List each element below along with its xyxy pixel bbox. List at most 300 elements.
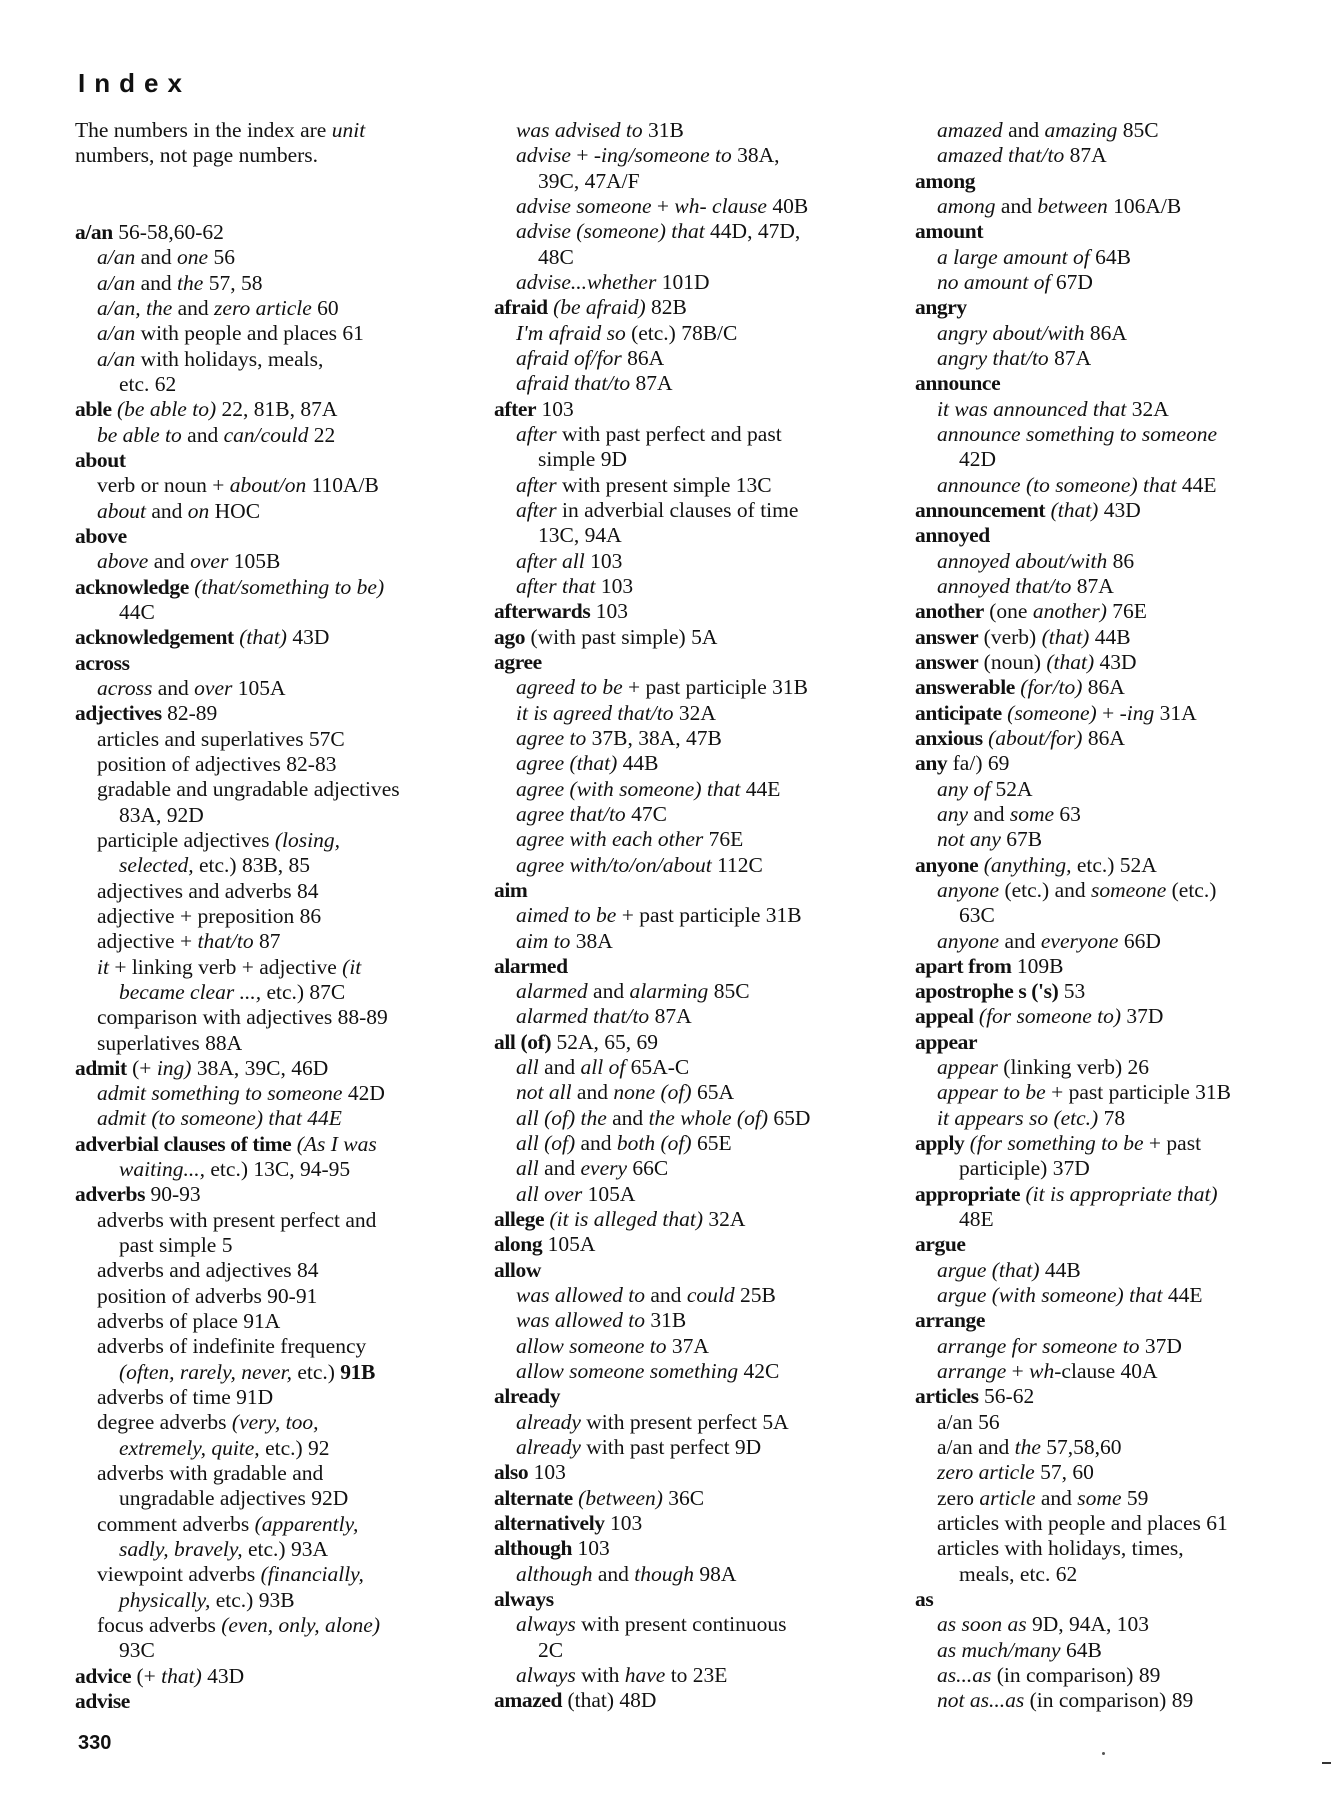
index-entry bbox=[494, 650, 914, 675]
italic-term: (financially, bbox=[260, 1562, 364, 1587]
italic-term: be able to bbox=[97, 422, 182, 447]
italic-term: always bbox=[516, 1612, 576, 1637]
entry-text: (linking verb) 26 bbox=[997, 1055, 1149, 1080]
italic-term: all (of) the bbox=[516, 1105, 607, 1130]
index-entry bbox=[494, 1511, 914, 1536]
edge-mark bbox=[1322, 1762, 1331, 1764]
entry-text: with people and places 61 bbox=[135, 321, 364, 346]
entry-text: 112C bbox=[711, 852, 763, 877]
italic-term: became clear ..., bbox=[119, 979, 262, 1004]
entry-text: 37D bbox=[1139, 1333, 1182, 1358]
index-subentry bbox=[494, 903, 914, 928]
entry-text: 36C bbox=[662, 1485, 705, 1510]
headword: angry bbox=[915, 295, 967, 320]
headword: alarmed bbox=[494, 953, 568, 978]
italic-term: zero article bbox=[214, 295, 312, 320]
index-entry bbox=[494, 954, 914, 979]
index-subentry bbox=[75, 1562, 475, 1587]
index-subentry bbox=[494, 1106, 914, 1131]
italic-term: was advised to bbox=[516, 118, 643, 142]
italic-term: none (of) bbox=[613, 1080, 692, 1105]
index-subentry bbox=[494, 245, 914, 270]
index-subentry bbox=[915, 1106, 1315, 1131]
entry-text: HOC bbox=[209, 498, 261, 523]
italic-term: ing) bbox=[156, 1055, 192, 1080]
entry-text: and bbox=[1035, 1485, 1078, 1510]
entry-text: adjective + preposition 86 bbox=[97, 903, 322, 928]
entry-text: adjective + bbox=[97, 929, 198, 954]
entry-text: 98A bbox=[693, 1561, 737, 1586]
entry-text: and bbox=[172, 295, 215, 320]
index-subentry bbox=[494, 802, 914, 827]
entry-text: + past participle 31B bbox=[1045, 1080, 1231, 1105]
italic-term: about bbox=[97, 498, 146, 523]
entry-text: 48C bbox=[538, 244, 574, 269]
entry-text: and bbox=[145, 498, 188, 523]
italic-term: agree (with someone) that bbox=[516, 776, 741, 801]
italic-term: afraid that/to bbox=[516, 371, 631, 396]
entry-text: and bbox=[538, 1156, 581, 1181]
index-entry bbox=[75, 625, 475, 650]
italic-term: (often, rarely, never, bbox=[119, 1359, 292, 1384]
entry-text: degree adverbs bbox=[97, 1410, 232, 1435]
entry-text: 101D bbox=[656, 269, 710, 294]
headword: apart from bbox=[915, 953, 1012, 978]
entry-text: 2C bbox=[538, 1637, 564, 1662]
index-intro bbox=[75, 118, 435, 169]
index-entry bbox=[494, 1460, 914, 1485]
index-subentry bbox=[915, 194, 1315, 219]
italic-term: was allowed to bbox=[516, 1308, 646, 1333]
index-subentry bbox=[75, 600, 475, 625]
entry-text: 38A, bbox=[731, 143, 780, 168]
italic-term: after bbox=[516, 497, 557, 522]
entry-text: and bbox=[1002, 118, 1045, 142]
entry-text: and bbox=[575, 1131, 617, 1156]
entry-text: 43D bbox=[286, 625, 330, 650]
entry-text: 65A-C bbox=[625, 1055, 690, 1080]
index-entry bbox=[494, 1207, 914, 1232]
entry-text: participle) 37D bbox=[959, 1156, 1090, 1181]
index-subentry bbox=[75, 347, 475, 372]
index-subentry bbox=[915, 1688, 1315, 1713]
entry-text: 9D, 94A, 103 bbox=[1026, 1612, 1150, 1637]
index-subentry bbox=[494, 929, 914, 954]
headword: acknowledge bbox=[75, 574, 189, 599]
italic-term: (very, too, bbox=[231, 1410, 319, 1435]
italic-term: amazed bbox=[937, 118, 1003, 142]
entry-text: etc.) bbox=[291, 1359, 341, 1384]
index-subentry bbox=[494, 1562, 914, 1587]
italic-term: advise (someone) that bbox=[516, 219, 705, 244]
headword: amazed bbox=[494, 1688, 563, 1713]
entry-text: 86A bbox=[1084, 320, 1127, 345]
italic-term: allow someone to bbox=[516, 1333, 667, 1358]
italic-term: a/an bbox=[97, 321, 136, 346]
index-subentry bbox=[494, 219, 914, 244]
index-entry bbox=[494, 1232, 914, 1257]
italic-term: (even, only, alone) bbox=[221, 1613, 380, 1638]
italic-term: all over bbox=[516, 1181, 583, 1206]
entry-text: 39C, 47A/F bbox=[538, 168, 640, 193]
index-entry bbox=[915, 169, 1315, 194]
italic-term: (anything, bbox=[983, 852, 1072, 877]
index-subentry bbox=[75, 1486, 475, 1511]
index-entry bbox=[494, 1258, 914, 1283]
index-subentry bbox=[75, 1360, 475, 1385]
italic-term: all of bbox=[580, 1055, 626, 1080]
entry-text: a/an 56 bbox=[937, 1409, 1000, 1434]
index-subentry bbox=[915, 118, 1315, 143]
italic-term: between bbox=[1037, 193, 1108, 218]
index-subentry bbox=[915, 1283, 1315, 1308]
index-entry bbox=[915, 675, 1315, 700]
index-subentry bbox=[75, 1031, 475, 1056]
entry-text: 32A bbox=[1126, 396, 1169, 421]
italic-term: (for something to be bbox=[969, 1131, 1144, 1156]
italic-term: anyone bbox=[937, 877, 1000, 902]
italic-term: (someone) bbox=[1007, 700, 1097, 725]
headword: after bbox=[494, 396, 537, 421]
italic-term: can/could bbox=[223, 422, 309, 447]
headword: appeal bbox=[915, 1004, 974, 1029]
index-subentry bbox=[494, 777, 914, 802]
intro-text: The numbers in the index are unit numbers, not page numbers. bbox=[75, 118, 366, 168]
entry-text: 76E bbox=[703, 827, 744, 852]
italic-term: although bbox=[516, 1561, 593, 1586]
italic-term: across bbox=[97, 675, 153, 700]
index-entry bbox=[915, 1131, 1315, 1156]
italic-term: it appears so (etc.) bbox=[937, 1105, 1099, 1130]
index-entry bbox=[915, 726, 1315, 751]
italic-term: a/an, the bbox=[97, 295, 173, 320]
italic-term: a/an bbox=[97, 270, 136, 295]
index-entry bbox=[494, 1587, 914, 1612]
italic-term: (it bbox=[342, 954, 362, 979]
index-entry bbox=[915, 701, 1315, 726]
index-subentry bbox=[75, 879, 475, 904]
italic-term: allow someone something bbox=[516, 1359, 739, 1384]
italic-term: afraid of/for bbox=[516, 345, 622, 370]
italic-term: extremely, quite, bbox=[119, 1435, 260, 1460]
entry-text: + past participle 31B bbox=[622, 675, 808, 700]
entry-text: adverbs with gradable and bbox=[97, 1461, 324, 1486]
index-subentry bbox=[915, 1080, 1315, 1105]
headword: 91B bbox=[340, 1359, 375, 1384]
entry-text: and bbox=[606, 1105, 649, 1130]
headword: adverbial clauses of time bbox=[75, 1131, 292, 1156]
index-subentry bbox=[915, 802, 1315, 827]
italic-term: another) bbox=[1032, 599, 1107, 624]
entry-text: 52A, 65, 69 bbox=[551, 1029, 659, 1054]
italic-term: the bbox=[1014, 1435, 1041, 1460]
page-number: 330 bbox=[78, 1732, 112, 1754]
index-subentry bbox=[75, 1284, 475, 1309]
index-subentry bbox=[494, 1308, 914, 1333]
italic-term: already bbox=[516, 1409, 581, 1434]
entry-text: etc.) 93B bbox=[210, 1587, 295, 1612]
index-subentry bbox=[915, 1612, 1315, 1637]
entry-text: 37B, 38A, 47B bbox=[586, 725, 722, 750]
entry-text: 65A bbox=[691, 1080, 734, 1105]
entry-text: etc.) 52A bbox=[1071, 852, 1157, 877]
entry-text: (with past simple) 5A bbox=[525, 624, 718, 649]
entry-text: (verb) bbox=[978, 624, 1042, 649]
index-entry bbox=[915, 1308, 1315, 1333]
index-entry bbox=[915, 599, 1315, 624]
index-subentry bbox=[494, 422, 914, 447]
index-subentry bbox=[494, 751, 914, 776]
index-column-2 bbox=[494, 118, 914, 1714]
entry-text: etc.) 87C bbox=[261, 979, 346, 1004]
headword: alternatively bbox=[494, 1511, 605, 1536]
headword: admit bbox=[75, 1055, 127, 1080]
index-subentry bbox=[75, 1081, 475, 1106]
headword: among bbox=[915, 168, 976, 193]
italic-term: zero article bbox=[937, 1460, 1035, 1485]
entry-text: 31B bbox=[645, 1308, 687, 1333]
index-subentry bbox=[915, 878, 1315, 903]
index-subentry bbox=[494, 574, 914, 599]
entry-text: 87A bbox=[1071, 573, 1114, 598]
entry-text: 93C bbox=[119, 1638, 155, 1663]
italic-term: (for/to) bbox=[1020, 675, 1083, 700]
entry-text: and bbox=[181, 422, 224, 447]
italic-term: both (of) bbox=[616, 1131, 692, 1156]
italic-term: announce (to someone) that bbox=[937, 472, 1177, 497]
index-entry bbox=[494, 1384, 914, 1409]
index-subentry bbox=[915, 549, 1315, 574]
intro-emphasis: unit bbox=[331, 118, 366, 142]
italic-term: agree with/to/on/about bbox=[516, 852, 712, 877]
italic-term: one bbox=[177, 245, 209, 270]
entry-text: adjectives and adverbs 84 bbox=[97, 878, 319, 903]
italic-term: always bbox=[516, 1663, 576, 1688]
index-entry bbox=[915, 295, 1315, 320]
index-subentry bbox=[494, 1435, 914, 1460]
italic-term: not all bbox=[516, 1080, 572, 1105]
headword: allow bbox=[494, 1257, 541, 1282]
entry-text: 87A bbox=[1048, 345, 1092, 370]
entry-text: superlatives 88A bbox=[97, 1030, 243, 1055]
entry-text: and bbox=[592, 1561, 635, 1586]
italic-term: a large amount of bbox=[937, 244, 1090, 269]
entry-text: + linking verb + adjective bbox=[108, 954, 343, 979]
entry-text: with past perfect and past bbox=[556, 421, 782, 446]
entry-text: 103 bbox=[584, 548, 623, 573]
italic-term: any of bbox=[937, 776, 991, 801]
entry-text: 32A bbox=[673, 700, 716, 725]
entry-text: 103 bbox=[595, 573, 634, 598]
index-entry bbox=[494, 397, 914, 422]
entry-text: etc.) 13C, 94-95 bbox=[205, 1157, 351, 1182]
entry-text: 52A bbox=[990, 776, 1033, 801]
index-subentry bbox=[75, 1157, 475, 1182]
italic-term: sadly, bravely, bbox=[119, 1537, 243, 1562]
entry-text: adverbs of indefinite frequency bbox=[97, 1334, 367, 1359]
italic-term: all bbox=[516, 1156, 539, 1181]
entry-text: (that) 48D bbox=[562, 1688, 657, 1713]
index-entry bbox=[75, 651, 475, 676]
index-subentry bbox=[494, 143, 914, 168]
headword: advise bbox=[75, 1689, 130, 1714]
entry-text: 44D, 47D, bbox=[704, 219, 801, 244]
entry-text: adverbs of time 91D bbox=[97, 1385, 274, 1410]
entry-text: to 23E bbox=[665, 1663, 728, 1688]
entry-text: ungradable adjectives 92D bbox=[119, 1486, 349, 1511]
entry-text: 103 bbox=[604, 1511, 643, 1536]
italic-term: amazed that/to bbox=[937, 143, 1065, 168]
entry-text: 48E bbox=[959, 1207, 994, 1232]
entry-text: 65E bbox=[691, 1131, 732, 1156]
entry-text: 56-58,60-62 bbox=[112, 220, 224, 244]
index-subentry bbox=[494, 675, 914, 700]
entry-text: 103 bbox=[528, 1460, 566, 1485]
italic-term: annoyed that/to bbox=[937, 573, 1072, 598]
italic-term: that) bbox=[161, 1663, 202, 1688]
entry-text: 106A/B bbox=[1107, 193, 1182, 218]
index-subentry bbox=[75, 549, 475, 574]
entry-text: 66D bbox=[1118, 928, 1161, 953]
index-subentry bbox=[75, 499, 475, 524]
italic-term: though bbox=[634, 1561, 694, 1586]
italic-term: every bbox=[580, 1156, 628, 1181]
index-entry bbox=[915, 979, 1315, 1004]
entry-text: 22, 81B, 87A bbox=[216, 397, 338, 422]
entry-text: comment adverbs bbox=[97, 1511, 255, 1536]
entry-text: (one bbox=[983, 599, 1033, 624]
italic-term: about/on bbox=[229, 473, 307, 498]
italic-term: appear to be bbox=[937, 1080, 1046, 1105]
italic-term: annoyed about/with bbox=[937, 548, 1108, 573]
scan-speck bbox=[1102, 1752, 1105, 1755]
index-subentry bbox=[75, 1208, 475, 1233]
index-subentry bbox=[75, 929, 475, 954]
entry-text: and bbox=[571, 1080, 614, 1105]
entry-text: with bbox=[575, 1663, 625, 1688]
italic-term: (it is alleged that) bbox=[549, 1207, 703, 1232]
entry-text: simple 9D bbox=[538, 447, 627, 472]
entry-text: position of adjectives 82-83 bbox=[97, 751, 337, 776]
italic-term: aim to bbox=[516, 928, 571, 953]
index-subentry bbox=[915, 903, 1315, 928]
entry-text: + bbox=[570, 143, 594, 168]
index-entry bbox=[915, 954, 1315, 979]
headword: apply bbox=[915, 1131, 965, 1156]
entry-text: 85C bbox=[708, 979, 750, 1004]
index-entry bbox=[494, 1030, 914, 1055]
index-column-1 bbox=[75, 220, 475, 1714]
index-subentry bbox=[494, 726, 914, 751]
index-subentry bbox=[494, 1612, 914, 1637]
index-subentry bbox=[915, 321, 1315, 346]
headword: afraid bbox=[494, 295, 548, 320]
index-subentry bbox=[915, 447, 1315, 472]
italic-term: some bbox=[1077, 1485, 1122, 1510]
headword: anxious bbox=[915, 725, 983, 750]
italic-term: selected, bbox=[119, 853, 194, 878]
entry-text: 44B bbox=[1089, 624, 1131, 649]
italic-term: (be able to) bbox=[117, 397, 217, 422]
italic-term: (that) bbox=[1041, 624, 1090, 649]
italic-term: (that/something to be) bbox=[194, 574, 385, 599]
entry-text: 42C bbox=[738, 1359, 780, 1384]
index-subentry bbox=[494, 1182, 914, 1207]
entry-text: articles with holidays, times, bbox=[937, 1536, 1184, 1561]
index-subentry bbox=[75, 803, 475, 828]
index-subentry bbox=[494, 473, 914, 498]
entry-text: 31A bbox=[1154, 700, 1197, 725]
index-subentry bbox=[75, 1588, 475, 1613]
index-entry bbox=[494, 625, 914, 650]
entry-text: 85C bbox=[1117, 118, 1159, 142]
headword: agree bbox=[494, 649, 542, 674]
index-subentry bbox=[75, 423, 475, 448]
italic-term: after bbox=[516, 421, 557, 446]
headword: arrange bbox=[915, 1308, 986, 1333]
italic-term: argue (with someone) that bbox=[937, 1283, 1163, 1308]
italic-term: advise bbox=[516, 143, 571, 168]
index-subentry bbox=[75, 1005, 475, 1030]
italic-term: everyone bbox=[1040, 928, 1119, 953]
index-subentry bbox=[915, 397, 1315, 422]
index-subentry bbox=[75, 1613, 475, 1638]
italic-term: (it is appropriate that) bbox=[1025, 1181, 1218, 1206]
index-subentry bbox=[494, 346, 914, 371]
index-column-3 bbox=[915, 118, 1315, 1714]
index-subentry bbox=[915, 574, 1315, 599]
index-entry bbox=[915, 1182, 1315, 1207]
entry-text: 83A, 92D bbox=[119, 802, 204, 827]
italic-term: announce something to someone bbox=[937, 421, 1218, 446]
entry-text: 105A bbox=[232, 675, 286, 700]
entry-text: a/an and bbox=[937, 1435, 1015, 1460]
index-entry bbox=[915, 523, 1315, 548]
index-subentry bbox=[75, 245, 475, 270]
entry-text: (noun) bbox=[978, 649, 1047, 674]
entry-text: 60 bbox=[311, 295, 339, 320]
index-subentry bbox=[494, 1055, 914, 1080]
entry-text: 82B bbox=[645, 295, 687, 320]
entry-text: (in comparison) 89 bbox=[1024, 1688, 1194, 1713]
entry-text: 86 bbox=[1107, 548, 1135, 573]
index-subentry bbox=[494, 1334, 914, 1359]
entry-text: meals, etc. 62 bbox=[959, 1561, 1078, 1586]
italic-term: argue (that) bbox=[937, 1257, 1040, 1282]
entry-text: with present simple 13C bbox=[556, 472, 772, 497]
index-subentry bbox=[75, 1461, 475, 1486]
index-subentry bbox=[915, 1663, 1315, 1688]
index-subentry bbox=[915, 1562, 1315, 1587]
headword: apostrophe s ('s) bbox=[915, 979, 1059, 1004]
index-subentry bbox=[494, 1359, 914, 1384]
index-entry bbox=[494, 295, 914, 320]
index-entry bbox=[494, 878, 914, 903]
entry-text: with present perfect 5A bbox=[580, 1409, 789, 1434]
entry-text: 57, 60 bbox=[1034, 1460, 1094, 1485]
index-subentry bbox=[75, 1258, 475, 1283]
entry-text: past simple 5 bbox=[119, 1233, 233, 1258]
entry-text: 105A bbox=[582, 1181, 636, 1206]
entry-text: and bbox=[999, 928, 1041, 953]
entry-text: with holidays, meals, bbox=[135, 346, 324, 371]
italic-term: alarmed bbox=[516, 979, 588, 1004]
italic-term: was allowed to bbox=[516, 1283, 646, 1308]
italic-term: agreed to be bbox=[516, 675, 623, 700]
entry-text: 103 bbox=[536, 396, 574, 421]
index-subentry bbox=[494, 498, 914, 523]
index-subentry bbox=[915, 143, 1315, 168]
